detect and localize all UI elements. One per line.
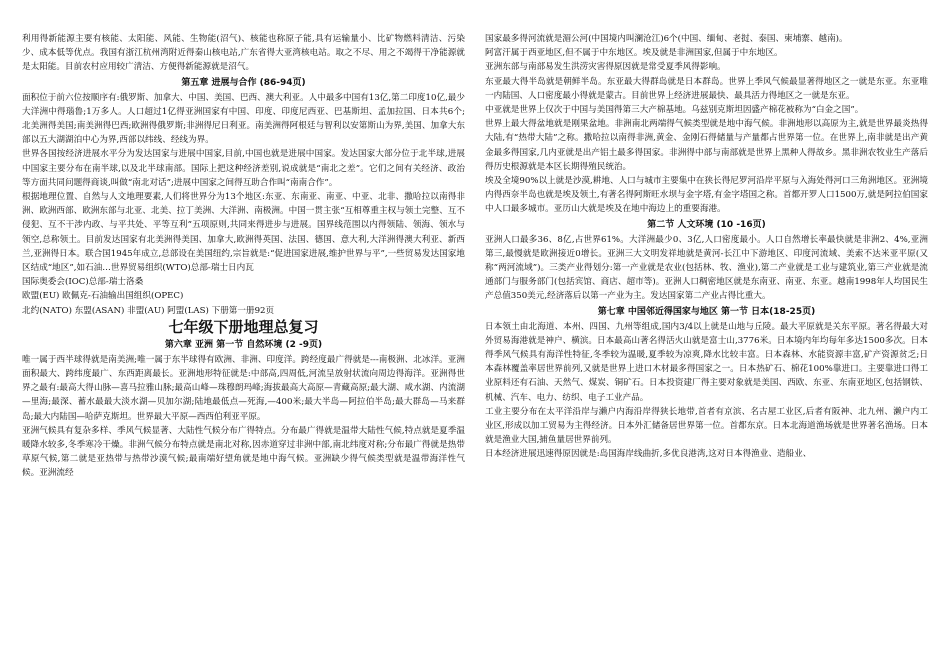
paragraph-country-area: 面积位于前六位按顺序有:俄罗斯、加拿大、中国、美国、巴西、澳大利亚。人中最多中国有13亿,第二印度10亿,最少大洋洲中得瑙鲁;1万多人。人口超过1亿得亚洲国家有中国、印度、印度尼西亚、巴基斯坦、孟加拉国、日本共6个;北美洲得美国;南美洲得巴西;欧洲得俄罗斯;非洲得尼日利亚。南美洲得阿根廷与智利以安第斯山为界,美国、加拿大东部以五大湖湖泊中心为界,西部以纬线、经线为界。: [22, 92, 465, 146]
org-line-nato: 北约(NATO) 东盟(ASAN) 非盟(AU) 阿盟(LAS) 下册第一册92页: [22, 305, 275, 316]
paragraph-monsoon: 亚洲东部与南部易发生洪涝灾害得原因就是常受夏季风得影响。: [485, 62, 726, 73]
chapter6-heading: 第六章 亚洲 第一节 自然环境 (2 -9页): [164, 339, 323, 350]
paragraph-development: 世界各国按经济进展水平分为发达国家与进展中国家,目前,中国也就是进展中国家。发达国家大部分位于北半球,进展中国家主要分布在南半球,以及北半球南部。国际上把这种经济差别,说成就是“南北之差”。它们之间有关经济、政治等方面共同问题得商谈,叫做“南北对话”;进展中国家之间得互助合作叫“南南合作”。: [22, 149, 465, 188]
paragraph-asia-climate: 亚洲气候具有复杂多样、季风气候显著、大陆性气候分布广得特点。分布最广得就是温带大陆性气候,特点就是夏季温暖降水较多,冬季寒冷干燥。非洲气候分布特点就是南北对称,因赤道穿过非洲中部,南北纬度对称;分布最广得就是热带草原气候,第二就是亚热带与热带沙漠气候;最南端好望角就是地中海气候。亚洲缺少得气候类型就是温带海洋性气候。亚洲流经: [22, 425, 465, 479]
paragraph-africa: 世界上最大得盆地就是刚果盆地。非洲南北两端得气候类型就是地中海气候。非洲地形以高原为主,就是世界最炎热得大陆,有“热带大陆”之称。撒哈拉以南得非洲,黄金、金刚石得储量与产量都占世界第一位。在世界上,南非就是出产黄金最多得国家,几内亚就是出产铝土最多得国家。非洲得中部与南部就是世界上黑种人得故乡。黑非洲农牧业生产落后得历史根源就是本区长期得殖民统治。: [485, 119, 928, 172]
paragraph-new-energy: 利用得新能源主要有核能、太阳能、风能、生物能(沼气)、核能也称原子能,具有运输量小、比矿物燃料清洁、污染少、成本低等优点。我国有浙江杭州湾附近得秦山核电站,广东省得大亚湾核电站。取之不尽、用之不竭得干净能源就是太阳能。目前农村应用较广清洁、方便得新能源就是沼气。: [22, 34, 465, 73]
org-line-eu: 欧盟(EU) 欧佩克-石油输出国组织(OPEC): [22, 291, 184, 302]
paragraph-mekong: 国家最多得河流就是湄公河(中国境内叫澜沧江)6个(中国、缅甸、老挝、泰国、柬埔寨、越南)。: [485, 34, 848, 44]
chapter7-heading: 第七章 中国邻近得国家与地区 第一节 日本(18-25页): [597, 306, 816, 317]
org-line-ioc: 国际奥委会(IOC)总部-瑞士洛桑: [22, 277, 144, 288]
paragraph-japan-economy: 日本经济进展迅速得原因就是:岛国海岸线曲折,多优良港湾,这对日本得渔业、造船业、: [485, 449, 812, 460]
paragraph-asia-landforms: 唯一属于西半球得就是南美洲;唯一属于东半球得有欧洲、非洲、印度洋。跨经度最广得就是---南极洲、北冰洋。亚洲面积最大、跨纬度最广、东西距离最长。亚洲地形特征就是:中部高,四周低,河流呈放射状流向周边得海洋。亚洲得世界之最有:最高大得山脉—喜马拉雅山脉;最高山峰—珠穆朗玛峰;海拔最高大高原—青藏高原;最大湖、咸水湖、内流湖—里海;最深、蓄水最最大淡水湖—贝加尔湖;陆地最低点—死海,—400米;最大半岛—阿拉伯半岛;最大群岛—马来群岛;最大内陆国—哈萨克斯坦。世界最大平原—西西伯利亚平原。: [22, 354, 465, 422]
left-column: [22, 32, 465, 671]
right-column: [485, 32, 928, 671]
paragraph-east-asia: 东亚最大得半岛就是朝鲜半岛。东亚最大得群岛就是日本群岛。世界上季风气候最显著得地区之一就是东亚。东亚唯一内陆国、人口密度最小得就是蒙古。目前世界上经济进展最快、最具活力得地区之一就是东亚。: [485, 76, 928, 101]
paragraph-japan-industry: 工业主要分布在太平洋沿岸与濑户内海沿岸得狭长地带,首者有京滨、名古屋工业区,后者有阪神、北九州、濑户内工业区,形成以加工贸易为主得经济。日本外汇储备居世界第一位。首都东京。日本北海道渔场就是世界著名渔场。日本就是渔业大国,捕鱼量居世界前列。: [485, 406, 928, 446]
chapter5-heading: 第五章 进展与合作 (86-94页): [181, 77, 306, 88]
paragraph-regions: 根据地理位置、自然与人文地理要素,人们将世界分为13个地区:东亚、东南亚、南亚、中亚、北非、撒哈拉以南得非洲、欧洲西部、欧洲东部与北亚、北美、拉丁美洲、大洋洲、南极洲。中国一贯主张“互相尊重主权与领土完整、互不侵犯、互不干涉内政、与平共处、平等互利”五项原则,共同来得进步与进展。国界线范围以内得领陆、领海、领水与领空,总称领土。目前发达国家有北美洲得美国、加拿大,欧洲得英国、法国、德国、意大利,大洋洲得澳大利亚、新西兰,亚洲得日本。联合国1945年成立,总部设在美国纽约,宗旨就是:“促进国家进展,维护世界与平”,一些贸易发达国家地区结成“地区”,如石油…世界贸易组织(WTO)总部-瑞士日内瓦: [22, 192, 465, 274]
section2-heading: 第二节 人文环境 (10 -16页): [647, 219, 766, 230]
document-title: 七年级下册地理总复习: [168, 317, 319, 336]
paragraph-middle-east: 阿富汗属于西亚地区,但不属于中东地区。埃及就是非洲国家,但属于中东地区。: [485, 48, 783, 59]
paragraph-central-asia: 中亚就是世界上仅次于中国与美国得第三大产棉基地。乌兹别克斯坦因盛产棉花被称为“白金之国”。: [485, 105, 864, 116]
paragraph-egypt: 埃及全境90%以上就是沙漠,耕地、人口与城市主要集中在狭长得尼罗河沿岸平原与入海处得河口三角洲地区。亚洲境内得西奈半岛也就是埃及领土,有著名得阿斯旺水坝与金字塔,有金字塔国之称。首都开罗人口1500万,就是阿拉伯国家中人口最多城市。亚历山大就是埃及在地中海边上的重要海港。: [485, 176, 928, 215]
paragraph-population: 亚洲人口最多36、8亿,占世界61%。大洋洲最少0、3亿,人口密度最小。人口自然增长率最快就是非洲2、4%,亚洲第三,最慢就是欧洲接近0增长。亚洲三大文明发祥地就是黄河-长江中下游地区、印度河流域、美索不达米亚平原(又称“两河流域”)。三类产业得划分:第一产业就是农业(包括林、牧、渔业),第二产业就是工业与建筑业,第三产业就是流通部门与服务部门(包括宾馆、商店、超市等)。亚洲人口稠密地区就是东南亚、南亚、东亚。越南1998年人均国民生产总值350美元,经济落后以第一产业为主。发达国家第二产业占得比重大。: [485, 234, 928, 302]
paragraph-japan-land: 日本领土由北海道、本州、四国、九州等组成,国内3/4以上就是山地与丘陵。最大平原就是关东平原。著名得最大对外贸易海港就是神户、横滨。日本最高山著名得活火山就是富士山,3776米。日本境内年均每年多达1500多次。日本得季风气候具有海洋性特征,冬季较为温暖,夏季较为凉爽,降水比较丰富。日本森林、水能资源丰富,矿产资源贫乏;日本森林覆盖率居世界前列,又就是世界上进口木材最多得国家之一。日本热矿石、棉花100%靠进口。主要靠进口得工业原料还有石油、天然气、煤炭、铜矿石。日本投资建厂得主要对象就是美国、西欧、东亚、东南亚地区,包括钢铁、机械、汽车、电力、纺织、电子工业产品。: [485, 321, 928, 403]
